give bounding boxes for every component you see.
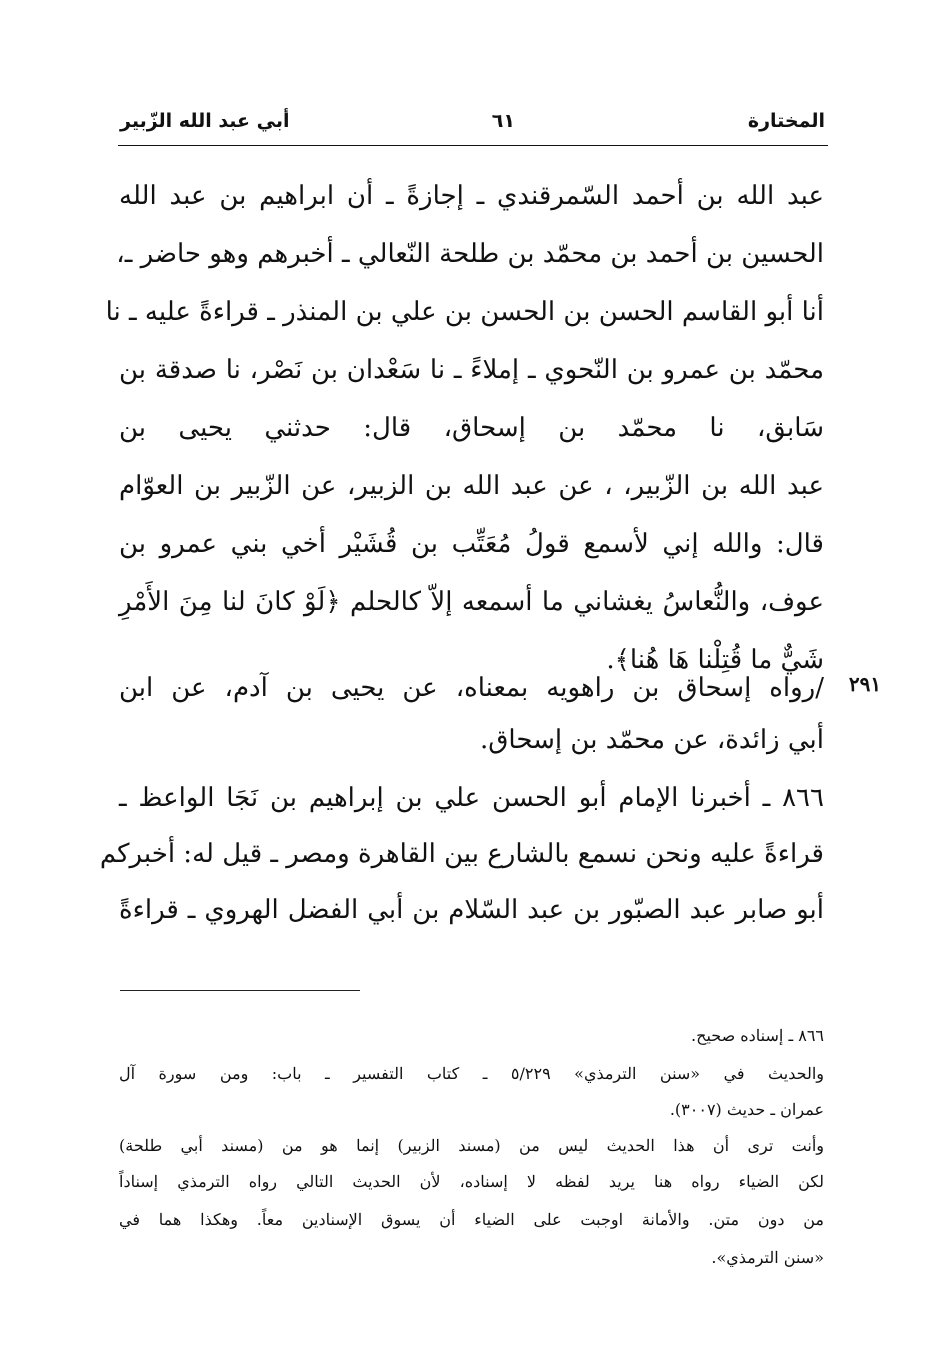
footnote-line: ٨٦٦ ـ إسناده صحيح. bbox=[691, 1026, 824, 1045]
body-line: أبي زائدة، عن محمّد بن إسحاق. bbox=[479, 725, 824, 755]
body-line: عبد الله بن الزّبير، ، عن عبد الله بن الزبير، عن الزّبير بن العوّام bbox=[119, 471, 824, 501]
body-line: شَيٌّ ما قُتِلْنا هَا هُنا﴾. bbox=[606, 645, 824, 675]
footnote-separator bbox=[120, 990, 360, 991]
body-line: سَابق، نا محمّد بن إسحاق، قال: حدثني يحيى بن bbox=[119, 413, 824, 443]
body-line: /رواه إسحاق بن راهويه بمعناه، عن يحيى بن آدم، عن ابن bbox=[119, 673, 824, 703]
body-line: عوف، والنُّعاسُ يغشاني ما أسمعه إلاّ كالحلم ﴿لَوْ كانَ لنا مِنَ الأَمْرِ bbox=[119, 587, 824, 617]
book-title: المختارة bbox=[747, 110, 825, 132]
footnote-line: لكن الضياء رواه هنا يريد لفظه لا إسناده، لأن الحديث التالي رواه الترمذي إسناداً bbox=[119, 1172, 824, 1191]
body-line: قال: والله إني لأسمع قولُ مُعَتِّب بن قُشَيْر أخي بني عمرو بن bbox=[119, 529, 824, 559]
running-header bbox=[120, 110, 825, 146]
body-line: أنا أبو القاسم الحسن بن الحسن بن علي بن المنذر ـ قراءةً عليه ـ نا bbox=[105, 297, 824, 327]
margin-number: ٢٩١ bbox=[848, 672, 882, 696]
header-rule bbox=[118, 145, 828, 146]
footnote-line: من دون متن. والأمانة اوجبت على الضياء أن يسوق الإسنادين معاً. وهكذا هما في bbox=[119, 1210, 824, 1229]
body-line: قراءةً عليه ونحن نسمع بالشارع بين القاهرة ومصر ـ قيل له: أخبركم bbox=[99, 839, 824, 869]
footnote-line: عمران ـ حديث (٣٠٠٧). bbox=[669, 1100, 824, 1119]
footnote-line: وأنت ترى أن هذا الحديث ليس من (مسند الزبير) إنما هو من (مسند أبي طلحة) bbox=[119, 1136, 824, 1155]
body-line: ٨٦٦ ـ أخبرنا الإمام أبو الحسن علي بن إبراهيم بن نَجَا الواعظ ـ bbox=[119, 783, 824, 813]
section-title: أبي عبد الله الزّبير bbox=[120, 110, 290, 132]
footnote-line: والحديث في «سنن الترمذي» ٥/٢٢٩ ـ كتاب التفسير ـ باب: ومن سورة آل bbox=[119, 1064, 824, 1083]
page-number: ٦١ bbox=[491, 110, 515, 132]
body-line: محمّد بن عمرو بن النّحوي ـ إملاءً ـ نا سَعْدان بن نَصْر، نا صدقة بن bbox=[119, 355, 824, 385]
body-line: أبو صابر عبد الصبّور بن عبد السّلام بن أبي الفضل الهروي ـ قراءةً bbox=[119, 895, 824, 925]
body-line: الحسين بن أحمد بن محمّد بن طلحة النّعالي ـ أخبرهم وهو حاضر ـ، bbox=[116, 239, 824, 269]
footnote-line: «سنن الترمذي». bbox=[711, 1248, 824, 1267]
body-line: عبد الله بن أحمد السّمرقندي ـ إجازةً ـ أن ابراهيم بن عبد الله bbox=[119, 181, 824, 211]
